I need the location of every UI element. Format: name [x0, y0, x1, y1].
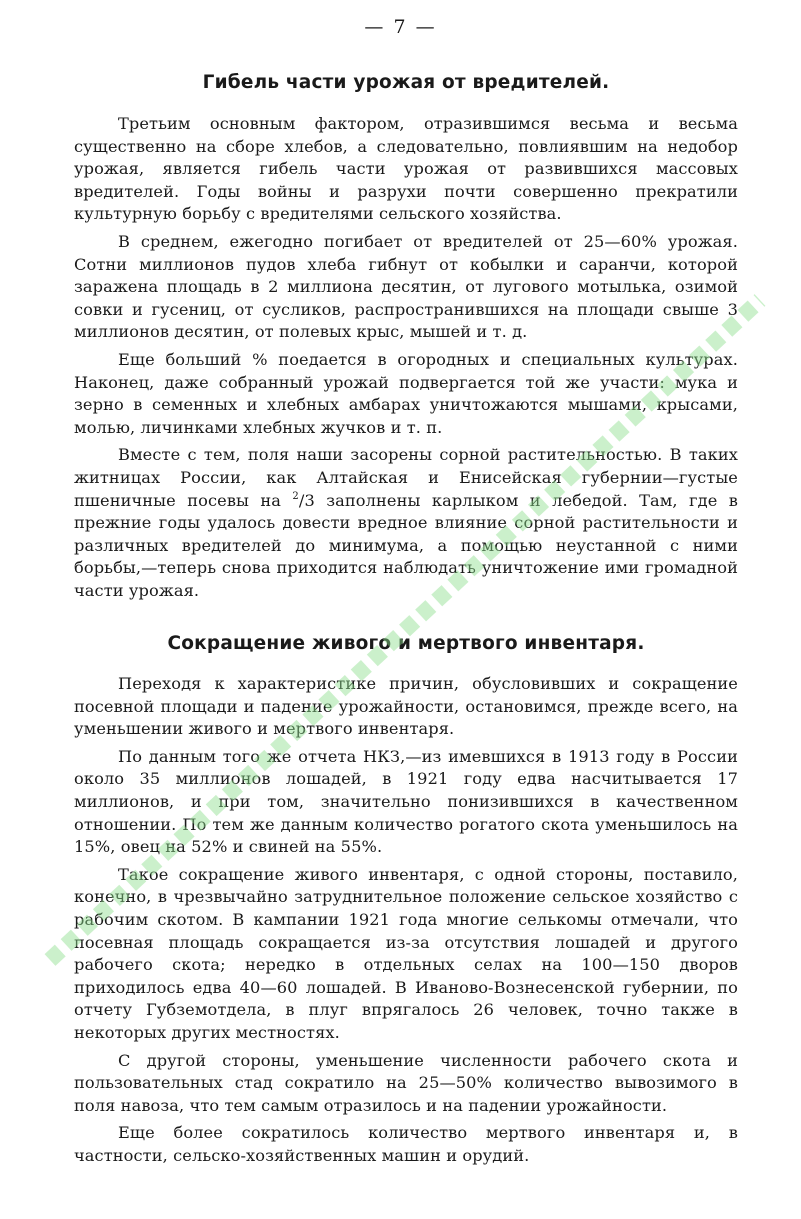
paragraph: Третьим основным фактором, отразившимся весьма и весьма существенно на сборе хлебов, а следовательно, повлиявшим на недобор урожая, является гибель части урожая от развившихся массовых вредителей. Годы войны и разрухи почти совершенно прекратили культурную борьбу с вредителями сельского хозяйства.	[74, 114, 738, 224]
paragraph	[74, 444, 738, 602]
paragraph: Еще больший % поедается в огородных и специальных культурах. Наконец, даже собранный урожай подвергается той же участи: мука и зерно в семенных и хлебных амбарах уничтожаются мышами, крысами, молью, личинками хлебных жучков и т. п.	[74, 349, 738, 437]
fraction-numerator: 2	[292, 490, 299, 502]
section-pest-damage	[74, 72, 738, 602]
section-title: Гибель части урожая от вредителей.	[202, 72, 610, 93]
fraction: $^2$/3	[292, 490, 315, 510]
section-inventory-reduction	[74, 633, 738, 1167]
paragraph-text: Вместе с тем, поля наши засорены сорной растительностью. В таких житницах России, как Алтайская и Енисейская губернии—густые пшеничные посевы на	[74, 445, 738, 510]
paragraph-text: заполнены карлыком и лебедой. Там, где в прежние годы удалось довести вредное влияние сорной растительности и различных вредителей до минимума, а помощью неустанной с ними борьбы,—теперь снова приходится наблюдать уничтожение ими громадной части урожая.	[74, 490, 738, 600]
paragraph: Переходя к характеристике причин, обусловивших и сокращение посевной площади и падение урожайности, остановимся, прежде всего, на уменьшении живого и мертвого инвентаря.	[74, 674, 738, 739]
page-number: — 7 —	[364, 16, 437, 38]
paragraph: По данным того же отчета НКЗ,—из имевшихся в 1913 году в России около 35 миллионов лошадей, в 1921 году едва насчитывается 17 миллионов, и при том, значительно понизившихся в качественном отношении. По тем же данным количество рогатого скота уменьшилось на 15%, овец на 52% и свиней на 55%.	[74, 746, 738, 857]
paragraph: В среднем, ежегодно погибает от вредителей от 25—60% урожая. Сотни миллионов пудов хлеба гибнут от кобылки и саранчи, которой заражена площадь в 2 миллиона десятин, от лугового мотылька, озимой совки и гусениц, от сусликов, распространившихся на площади свыше 3 миллионов десятин, от полевых крыс, мышей и т. д.	[74, 231, 738, 342]
fraction-denominator: 3	[304, 490, 315, 510]
section-title: Сокращение живого и мертвого инвентаря.	[167, 633, 645, 654]
paragraph: С другой стороны, уменьшение численности рабочего скота и пользовательных стад сократило на 25—50% количество вывозимого в поля навоза, что тем самым отразилось и на падении урожайности.	[74, 1050, 738, 1115]
paragraph: Такое сокращение живого инвентаря, с одной стороны, поставило, конечно, в чрезвычайно затруднительное положение сельское хозяйство с рабочим скотом. В кампании 1921 года многие селькомы отмечали, что посевная площадь сокращается из-за отсутствия лошадей и другого рабочего скота; нередко в отдельных селах на 100—150 дворов приходилось едва 40—60 лошадей. В Иваново-Вознесенской губернии, по отчету Губземотдела, в плуг впрягалось 26 человек, точно также в некоторых других местностях.	[74, 864, 738, 1042]
paragraph: Еще более сократилось количество мертвого инвентаря и, в частности, сельско-хозяйственных машин и орудий.	[74, 1123, 738, 1165]
